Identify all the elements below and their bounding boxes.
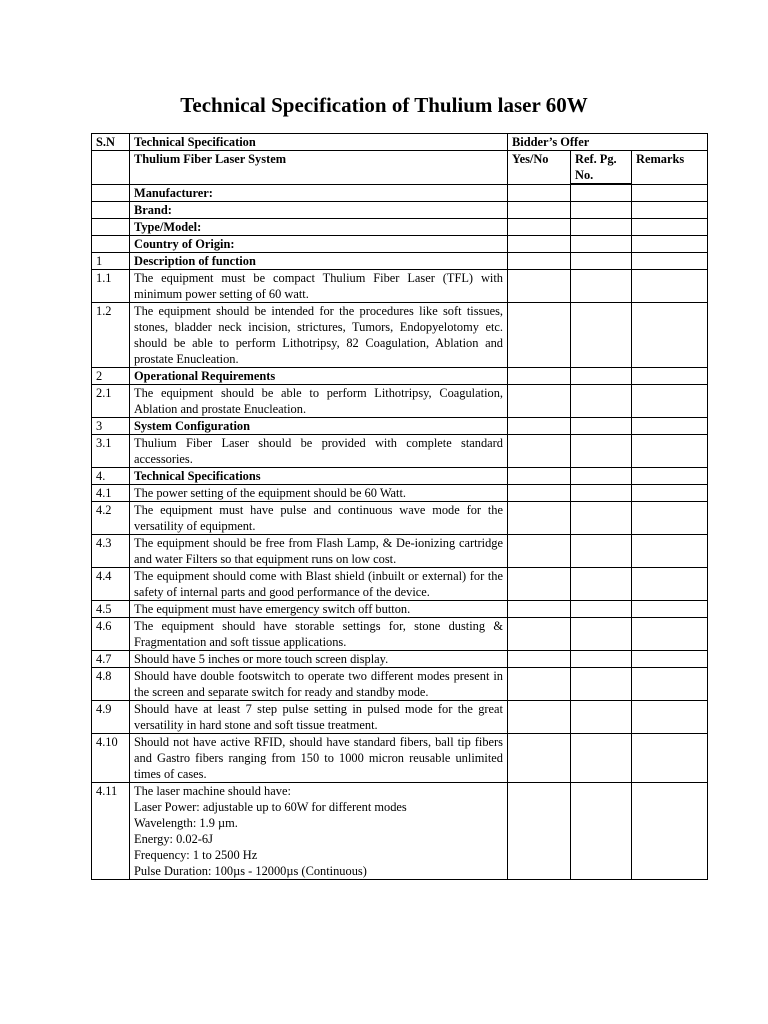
yes-no-cell [508, 435, 571, 468]
section-heading: Operational Requirements [130, 368, 508, 385]
yes-no-cell [508, 734, 571, 783]
yes-no-cell [508, 270, 571, 303]
remarks-cell [632, 502, 708, 535]
info-row [92, 185, 708, 202]
spec-line: Frequency: 1 to 2500 Hz [134, 848, 258, 862]
sn-cell [92, 185, 130, 202]
sn-cell: 1.1 [92, 270, 130, 303]
yes-no-cell [508, 185, 571, 202]
spec-line: Energy: 0.02-6J [134, 832, 213, 846]
header-row [92, 134, 708, 151]
spec-row [92, 270, 708, 303]
spec-line: The laser machine should have: [134, 784, 291, 798]
sn-cell: 4.3 [92, 535, 130, 568]
remarks-cell [632, 601, 708, 618]
yes-no-cell [508, 651, 571, 668]
yes-no-cell [508, 202, 571, 219]
ref-pg-cell [571, 485, 632, 502]
spec-row [92, 651, 708, 668]
ref-pg-cell [571, 701, 632, 734]
ref-pg-cell [571, 601, 632, 618]
ref-pg-cell [571, 219, 632, 236]
remarks-cell [632, 701, 708, 734]
spec-row [92, 783, 708, 880]
yes-no-cell [508, 485, 571, 502]
section-row [92, 368, 708, 385]
remarks-cell [632, 236, 708, 253]
spec-description: The power setting of the equipment should be 60 Watt. [130, 485, 508, 502]
yes-no-header: Yes/No [508, 151, 571, 185]
sn-cell: 1.2 [92, 303, 130, 368]
info-label: Country of Origin: [130, 236, 508, 253]
ref-pg-header: Ref. Pg. No. [571, 151, 632, 184]
spec-line: Laser Power: adjustable up to 60W for different modes [134, 800, 407, 814]
section-row [92, 253, 708, 270]
spec-description: Should not have active RFID, should have standard fibers, ball tip fibers and Gastro fibers ranging from 150 to 1000 micron reusable unlimited times of cases. [130, 734, 508, 783]
spec-description: The equipment should be intended for the procedures like soft tissues, stones, bladder neck incision, strictures, Tumors, Endopyelotomy etc. should be able to perform Lithotripsy, 82 Coagulation, Ablation and prostate Enucleation. [130, 303, 508, 368]
spec-row [92, 618, 708, 651]
remarks-cell [632, 435, 708, 468]
yes-no-cell [508, 601, 571, 618]
ref-pg-cell [571, 253, 632, 270]
yes-no-cell [508, 385, 571, 418]
spec-row [92, 303, 708, 368]
sn-cell: 4.1 [92, 485, 130, 502]
remarks-cell [632, 270, 708, 303]
sn-cell: 4.2 [92, 502, 130, 535]
spec-row [92, 734, 708, 783]
spec-row [92, 568, 708, 601]
remarks-cell [632, 185, 708, 202]
sn-cell: 4.5 [92, 601, 130, 618]
spec-description: The equipment must have pulse and continuous wave mode for the versatility of equipment. [130, 502, 508, 535]
info-label: Manufacturer: [130, 185, 508, 202]
sn-cell: 2.1 [92, 385, 130, 418]
spec-description: Should have double footswitch to operate two different modes present in the screen and separate switch for ready and standby mode. [130, 668, 508, 701]
sn-cell: 1 [92, 253, 130, 270]
ref-pg-cell [571, 418, 632, 435]
sn-cell: 4.4 [92, 568, 130, 601]
ref-pg-cell [571, 783, 632, 880]
ref-pg-cell [571, 202, 632, 219]
spec-row [92, 601, 708, 618]
spec-row [92, 485, 708, 502]
yes-no-cell [508, 668, 571, 701]
yes-no-cell [508, 783, 571, 880]
spec-row [92, 701, 708, 734]
remarks-cell [632, 303, 708, 368]
system-name: Thulium Fiber Laser System [130, 151, 508, 185]
sn-cell: 4.9 [92, 701, 130, 734]
spec-line: Pulse Duration: 100µs - 12000µs (Continuous) [134, 864, 367, 878]
spec-description: Thulium Fiber Laser should be provided with complete standard accessories. [130, 435, 508, 468]
ref-pg-cell [571, 303, 632, 368]
sn-cell: 4.10 [92, 734, 130, 783]
spec-description: Should have at least 7 step pulse setting in pulsed mode for the great versatility in hard stone and soft tissue treatment. [130, 701, 508, 734]
page-title: Technical Specification of Thulium laser 60W [180, 93, 588, 117]
spec-description: The equipment must have emergency switch off button. [130, 601, 508, 618]
remarks-cell [632, 618, 708, 651]
spec-description: The equipment should be able to perform Lithotripsy, Coagulation, Ablation and prostate Enucleation. [130, 385, 508, 418]
yes-no-cell [508, 535, 571, 568]
spec-description: The equipment should have storable settings for, stone dusting & Fragmentation and soft tissue applications. [130, 618, 508, 651]
info-row [92, 236, 708, 253]
spec-description: Should have 5 inches or more touch screen display. [130, 651, 508, 668]
remarks-cell [632, 202, 708, 219]
sn-cell: 3.1 [92, 435, 130, 468]
ref-pg-cell [571, 651, 632, 668]
spec-description: The equipment should be free from Flash Lamp, & De-ionizing cartridge and water Filters so that equipment runs on low cost. [130, 535, 508, 568]
info-label: Brand: [130, 202, 508, 219]
spec-row [92, 668, 708, 701]
ref-pg-cell [571, 185, 632, 202]
sn-cell [92, 151, 130, 185]
spec-row [92, 502, 708, 535]
remarks-cell [632, 651, 708, 668]
ref-pg-cell [571, 734, 632, 783]
sn-header: S.N [92, 134, 130, 151]
spec-header: Technical Specification [130, 134, 508, 151]
yes-no-cell [508, 236, 571, 253]
remarks-cell [632, 368, 708, 385]
spec-row [92, 385, 708, 418]
sn-cell: 4.8 [92, 668, 130, 701]
yes-no-cell [508, 568, 571, 601]
remarks-cell [632, 734, 708, 783]
section-heading: Description of function [130, 253, 508, 270]
yes-no-cell [508, 219, 571, 236]
ref-pg-cell [571, 270, 632, 303]
ref-pg-cell [571, 668, 632, 701]
remarks-header: Remarks [632, 151, 708, 185]
yes-no-cell [508, 502, 571, 535]
ref-pg-cell [571, 385, 632, 418]
yes-no-cell [508, 701, 571, 734]
spec-description: The equipment should come with Blast shield (inbuilt or external) for the safety of internal parts and good performance of the device. [130, 568, 508, 601]
info-row [92, 219, 708, 236]
spec-description [130, 783, 508, 880]
remarks-cell [632, 253, 708, 270]
ref-pg-cell [571, 618, 632, 651]
sn-cell: 4.11 [92, 783, 130, 880]
subheader-row [92, 151, 708, 184]
sn-cell [92, 236, 130, 253]
info-label: Type/Model: [130, 219, 508, 236]
remarks-cell [632, 568, 708, 601]
remarks-cell [632, 485, 708, 502]
yes-no-cell [508, 468, 571, 485]
ref-pg-cell [571, 435, 632, 468]
spec-table [91, 133, 708, 880]
ref-pg-cell [571, 368, 632, 385]
sn-cell: 4. [92, 468, 130, 485]
spec-row [92, 435, 708, 468]
remarks-cell [632, 468, 708, 485]
sn-cell: 4.6 [92, 618, 130, 651]
sn-cell: 3 [92, 418, 130, 435]
ref-pg-cell [571, 236, 632, 253]
yes-no-cell [508, 618, 571, 651]
section-heading: System Configuration [130, 418, 508, 435]
section-row [92, 418, 708, 435]
yes-no-cell [508, 253, 571, 270]
section-heading: Technical Specifications [130, 468, 508, 485]
info-row [92, 202, 708, 219]
remarks-cell [632, 783, 708, 880]
yes-no-cell [508, 368, 571, 385]
yes-no-cell [508, 418, 571, 435]
ref-pg-cell [571, 568, 632, 601]
sn-cell: 2 [92, 368, 130, 385]
ref-pg-cell [571, 535, 632, 568]
yes-no-cell [508, 303, 571, 368]
sn-cell [92, 219, 130, 236]
spec-row [92, 535, 708, 568]
bidders-offer-header: Bidder’s Offer [508, 134, 708, 151]
sn-cell: 4.7 [92, 651, 130, 668]
spec-description: The equipment must be compact Thulium Fiber Laser (TFL) with minimum power setting of 60 watt. [130, 270, 508, 303]
spec-line: Wavelength: 1.9 µm. [134, 816, 238, 830]
sn-cell [92, 202, 130, 219]
remarks-cell [632, 418, 708, 435]
remarks-cell [632, 535, 708, 568]
remarks-cell [632, 668, 708, 701]
section-row [92, 468, 708, 485]
ref-pg-cell [571, 502, 632, 535]
remarks-cell [632, 219, 708, 236]
remarks-cell [632, 385, 708, 418]
ref-pg-cell [571, 468, 632, 485]
